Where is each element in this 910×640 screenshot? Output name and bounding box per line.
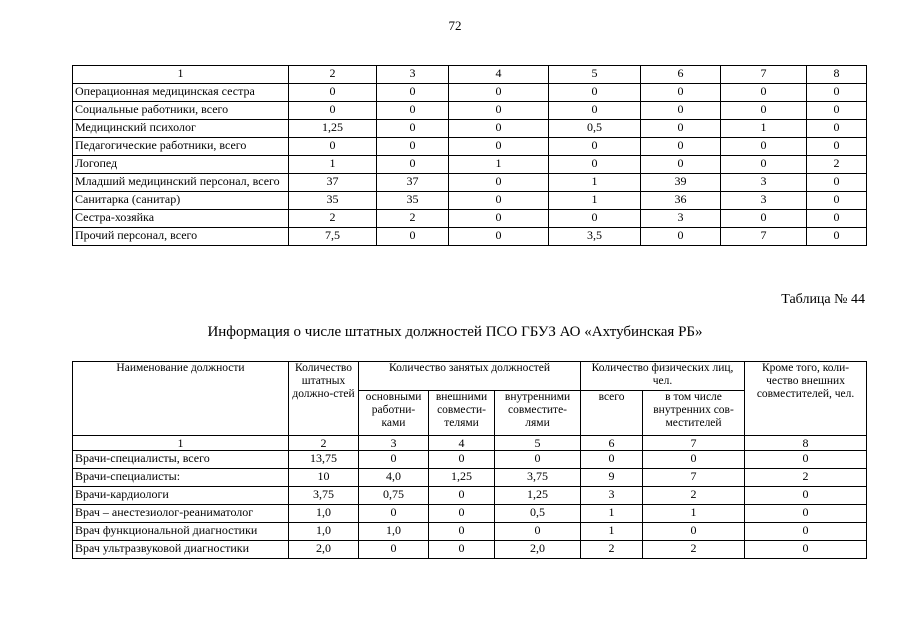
header-staff-count: Количество штатных должно-стей xyxy=(289,362,359,436)
position-name-cell: Логопед xyxy=(73,156,289,174)
value-cell: 2 xyxy=(377,210,449,228)
table-row xyxy=(73,469,867,487)
value-cell: 0 xyxy=(745,523,867,541)
header-occupied-external: внешними совмести-телями xyxy=(429,391,495,436)
value-cell: 0 xyxy=(429,505,495,523)
position-name-cell: Педагогические работники, всего xyxy=(73,138,289,156)
value-cell: 0 xyxy=(721,84,807,102)
value-cell: 4 xyxy=(449,66,549,84)
header-occupied-internal: внутренними совместите-лями xyxy=(495,391,581,436)
value-cell: 0 xyxy=(495,523,581,541)
value-cell: 0 xyxy=(289,102,377,120)
value-cell: 0 xyxy=(745,451,867,469)
value-cell: 0 xyxy=(807,210,867,228)
position-name-cell: Врач ультразвуковой диагностики xyxy=(73,541,289,559)
table-row xyxy=(73,102,867,120)
value-cell: 0 xyxy=(449,210,549,228)
value-cell: 0 xyxy=(721,102,807,120)
value-cell: 35 xyxy=(289,192,377,210)
value-cell: 0 xyxy=(377,228,449,246)
value-cell: 1,25 xyxy=(289,120,377,138)
value-cell: 1,0 xyxy=(289,523,359,541)
value-cell: 7 xyxy=(721,228,807,246)
value-cell: 0 xyxy=(745,541,867,559)
table-row xyxy=(73,228,867,246)
value-cell: 0 xyxy=(449,228,549,246)
value-cell: 0 xyxy=(377,102,449,120)
value-cell: 0 xyxy=(807,192,867,210)
table-row xyxy=(73,487,867,505)
value-cell: 1 xyxy=(549,192,641,210)
value-cell: 0 xyxy=(745,487,867,505)
value-cell: 1,25 xyxy=(429,469,495,487)
value-cell: 1,25 xyxy=(495,487,581,505)
value-cell: 0 xyxy=(807,138,867,156)
value-cell: 0 xyxy=(641,102,721,120)
value-cell: 0 xyxy=(641,156,721,174)
value-cell: 0 xyxy=(581,451,643,469)
value-cell: 0 xyxy=(643,451,745,469)
table-row xyxy=(73,210,867,228)
value-cell: 2,0 xyxy=(289,541,359,559)
header-occupied: Количество занятых должностей xyxy=(359,362,581,391)
value-cell: 0,5 xyxy=(495,505,581,523)
value-cell: 0 xyxy=(807,102,867,120)
value-cell: 35 xyxy=(377,192,449,210)
position-name-cell: Младший медицинский персонал, всего xyxy=(73,174,289,192)
value-cell: 8 xyxy=(807,66,867,84)
table-row xyxy=(73,174,867,192)
table-row xyxy=(73,156,867,174)
value-cell: 2,0 xyxy=(495,541,581,559)
value-cell: 0 xyxy=(449,138,549,156)
table-row xyxy=(73,523,867,541)
value-cell: 0 xyxy=(643,523,745,541)
value-cell: 2 xyxy=(643,541,745,559)
value-cell: 0 xyxy=(641,120,721,138)
value-cell: 37 xyxy=(289,174,377,192)
value-cell: 2 xyxy=(581,541,643,559)
value-cell: 0 xyxy=(289,138,377,156)
value-cell: 7 xyxy=(721,66,807,84)
value-cell: 5 xyxy=(549,66,641,84)
value-cell: 0 xyxy=(549,210,641,228)
column-numbers-row xyxy=(73,436,867,451)
table-row xyxy=(73,451,867,469)
column-number: 4 xyxy=(429,436,495,451)
position-name-cell: Сестра-хозяйка xyxy=(73,210,289,228)
value-cell: 1 xyxy=(721,120,807,138)
value-cell: 1 xyxy=(289,156,377,174)
value-cell: 0 xyxy=(807,84,867,102)
table-row xyxy=(73,120,867,138)
value-cell: 3 xyxy=(641,210,721,228)
value-cell: 0 xyxy=(359,505,429,523)
value-cell: 36 xyxy=(641,192,721,210)
value-cell: 1 xyxy=(581,505,643,523)
value-cell: 0 xyxy=(549,84,641,102)
value-cell: 0 xyxy=(495,451,581,469)
value-cell: 3,75 xyxy=(289,487,359,505)
value-cell: 0 xyxy=(359,541,429,559)
header-occupied-main: основными работни-ками xyxy=(359,391,429,436)
value-cell: 9 xyxy=(581,469,643,487)
value-cell: 37 xyxy=(377,174,449,192)
staff-positions-table xyxy=(72,361,867,559)
column-number: 3 xyxy=(359,436,429,451)
value-cell: 1 xyxy=(581,523,643,541)
position-name-cell: Операционная медицинская сестра xyxy=(73,84,289,102)
column-number: 5 xyxy=(495,436,581,451)
value-cell: 0 xyxy=(449,102,549,120)
value-cell: 3 xyxy=(377,66,449,84)
position-name-cell: Врач функциональной диагностики xyxy=(73,523,289,541)
value-cell: 0 xyxy=(807,228,867,246)
value-cell: 0 xyxy=(377,156,449,174)
value-cell: 0,5 xyxy=(549,120,641,138)
position-name-cell: Врач – анестезиолог-реаниматолог xyxy=(73,505,289,523)
value-cell: 0 xyxy=(359,451,429,469)
value-cell: 7 xyxy=(643,469,745,487)
value-cell: 3 xyxy=(581,487,643,505)
value-cell: 0 xyxy=(549,156,641,174)
value-cell: 4,0 xyxy=(359,469,429,487)
header-persons: Количество физических лиц, чел. xyxy=(581,362,745,391)
value-cell: 0 xyxy=(721,210,807,228)
staff-table-continued xyxy=(72,65,867,246)
value-cell: 10 xyxy=(289,469,359,487)
column-number: 1 xyxy=(73,436,289,451)
table-row xyxy=(73,541,867,559)
position-name-cell: Социальные работники, всего xyxy=(73,102,289,120)
value-cell: 2 xyxy=(745,469,867,487)
value-cell: 2 xyxy=(807,156,867,174)
value-cell: 0 xyxy=(429,541,495,559)
value-cell: 1,0 xyxy=(289,505,359,523)
value-cell: 3,5 xyxy=(549,228,641,246)
value-cell: 0 xyxy=(429,451,495,469)
value-cell: 1 xyxy=(549,174,641,192)
value-cell: 0 xyxy=(807,120,867,138)
position-name-cell: 1 xyxy=(73,66,289,84)
header-external-extra: Кроме того, коли-чество внешних совместителей, чел. xyxy=(745,362,867,436)
value-cell: 0 xyxy=(449,120,549,138)
header-persons-total: всего xyxy=(581,391,643,436)
value-cell: 0 xyxy=(549,102,641,120)
value-cell: 3,75 xyxy=(495,469,581,487)
value-cell: 0 xyxy=(641,84,721,102)
value-cell: 3 xyxy=(721,174,807,192)
header-row-1 xyxy=(73,362,867,391)
value-cell: 1 xyxy=(643,505,745,523)
value-cell: 6 xyxy=(641,66,721,84)
value-cell: 0 xyxy=(449,174,549,192)
value-cell: 0 xyxy=(721,138,807,156)
page-number: 72 xyxy=(448,18,462,33)
value-cell: 0 xyxy=(289,84,377,102)
value-cell: 2 xyxy=(289,66,377,84)
value-cell: 0 xyxy=(641,228,721,246)
table-row xyxy=(73,192,867,210)
value-cell: 13,75 xyxy=(289,451,359,469)
value-cell: 1 xyxy=(449,156,549,174)
value-cell: 0 xyxy=(429,487,495,505)
value-cell: 0 xyxy=(745,505,867,523)
column-number: 6 xyxy=(581,436,643,451)
value-cell: 2 xyxy=(643,487,745,505)
value-cell: 2 xyxy=(289,210,377,228)
table-row xyxy=(73,138,867,156)
column-number: 8 xyxy=(745,436,867,451)
table-row xyxy=(73,84,867,102)
value-cell: 0 xyxy=(549,138,641,156)
value-cell: 0 xyxy=(377,84,449,102)
value-cell: 39 xyxy=(641,174,721,192)
value-cell: 0,75 xyxy=(359,487,429,505)
value-cell: 7,5 xyxy=(289,228,377,246)
column-number: 2 xyxy=(289,436,359,451)
value-cell: 0 xyxy=(449,192,549,210)
table-row xyxy=(73,505,867,523)
value-cell: 0 xyxy=(429,523,495,541)
value-cell: 0 xyxy=(641,138,721,156)
column-numbers-row xyxy=(73,66,867,84)
column-number: 7 xyxy=(643,436,745,451)
value-cell: 1,0 xyxy=(359,523,429,541)
position-name-cell: Медицинский психолог xyxy=(73,120,289,138)
position-name-cell: Врачи-специалисты: xyxy=(73,469,289,487)
value-cell: 0 xyxy=(377,120,449,138)
value-cell: 0 xyxy=(449,84,549,102)
value-cell: 0 xyxy=(721,156,807,174)
table-title: Информация о числе штатных должностей ПСО ГБУЗ АО «Ахтубинская РБ» xyxy=(207,324,703,340)
header-position-name: Наименование должности xyxy=(73,362,289,436)
header-persons-internal: в том числе внутренних сов-местителей xyxy=(643,391,745,436)
position-name-cell: Врачи-кардиологи xyxy=(73,487,289,505)
position-name-cell: Прочий персонал, всего xyxy=(73,228,289,246)
value-cell: 0 xyxy=(377,138,449,156)
position-name-cell: Санитарка (санитар) xyxy=(73,192,289,210)
table-caption: Таблица № 44 xyxy=(781,292,865,307)
value-cell: 0 xyxy=(807,174,867,192)
value-cell: 3 xyxy=(721,192,807,210)
position-name-cell: Врачи-специалисты, всего xyxy=(73,451,289,469)
